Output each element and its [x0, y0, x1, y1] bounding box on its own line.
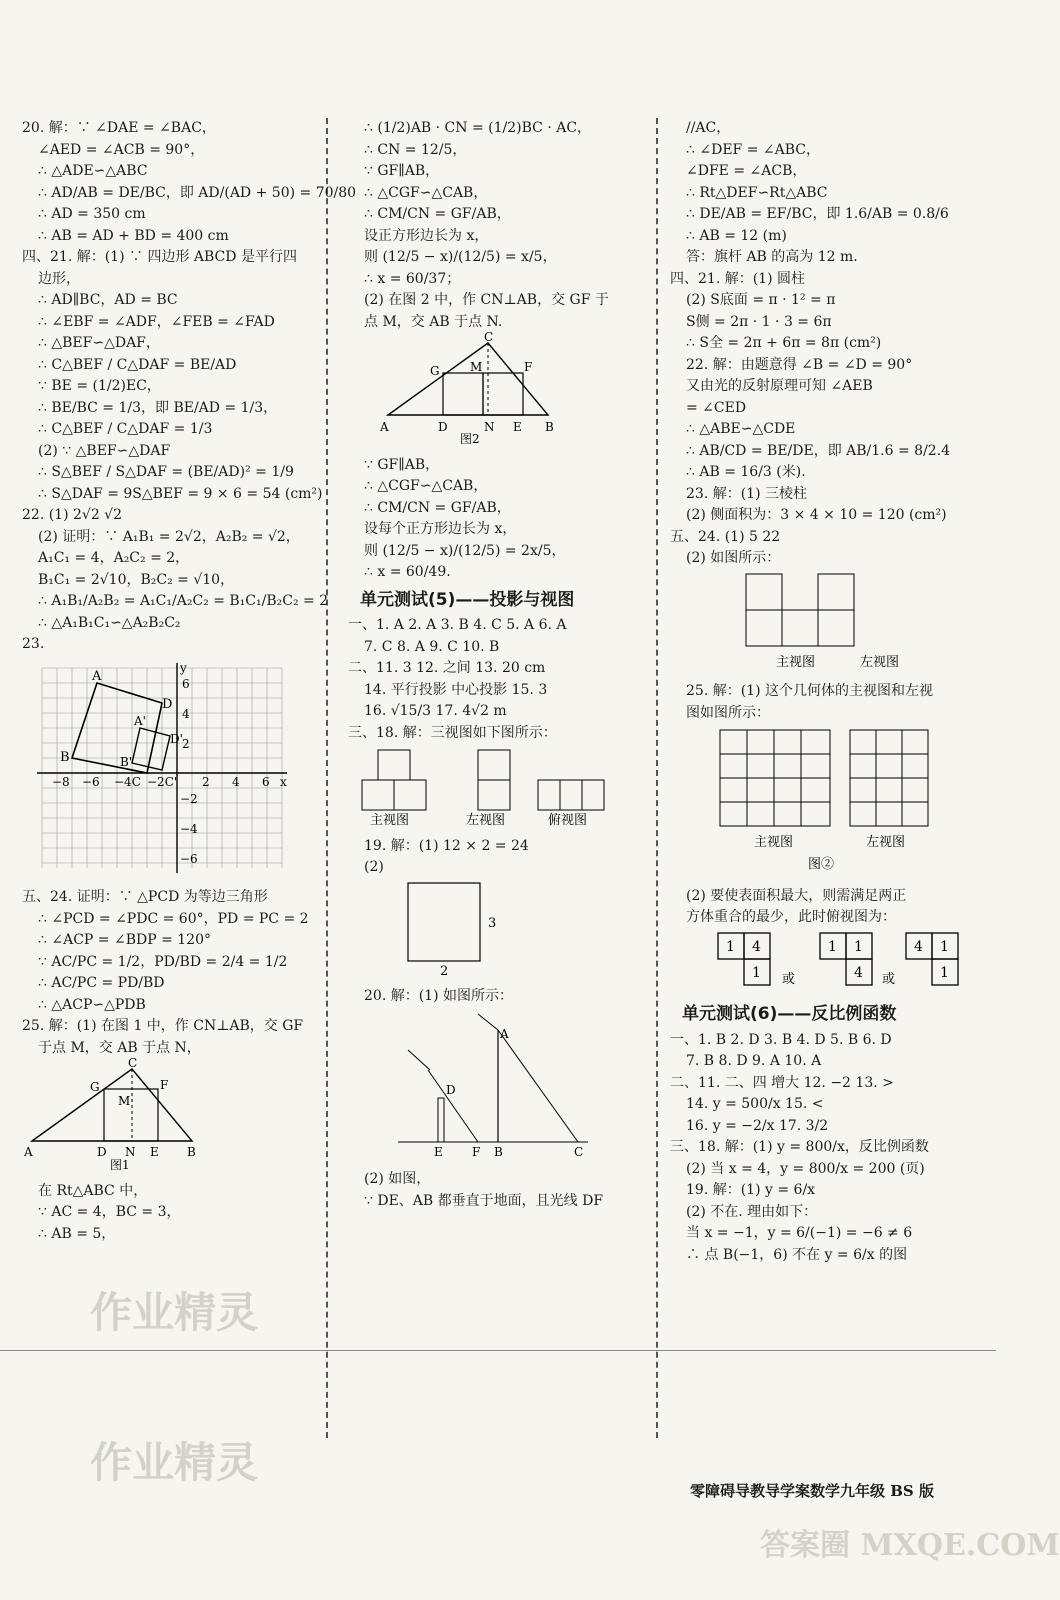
page-footer: 零障碍导教导学案数学九年级 BS 版: [690, 1482, 934, 1500]
watermark-3: 答案圈 MXQE.COM: [760, 1528, 1060, 1563]
watermark-1: 作业精灵: [90, 1288, 259, 1337]
answer-25-part2: (2) 要使表面积最大，则需满足两正 方体重合的最少，此时俯视图为：: [686, 887, 907, 925]
svg-text:A: A: [500, 1026, 509, 1041]
figure-2-caption: 图2: [460, 432, 480, 446]
coordinate-grid-figure: [22, 658, 322, 886]
svg-text:4: 4: [182, 706, 190, 721]
svg-text:y: y: [180, 660, 187, 675]
svg-text:6: 6: [262, 774, 270, 789]
svg-text:−6: −6: [180, 851, 198, 866]
page-rule: [0, 1350, 996, 1351]
svg-text:A: A: [380, 420, 389, 434]
svg-text:6: 6: [182, 676, 190, 691]
unit-5-heading: 单元测试(5)——投影与视图: [360, 589, 575, 610]
svg-text:3: 3: [488, 915, 497, 931]
svg-text:1: 1: [940, 938, 949, 955]
svg-text:或: 或: [782, 971, 796, 987]
svg-text:A: A: [92, 668, 102, 684]
svg-text:2: 2: [202, 774, 210, 789]
views-figure-25: [670, 726, 980, 884]
svg-text:4: 4: [854, 964, 863, 981]
svg-text:M: M: [118, 1094, 131, 1108]
column-2: [348, 118, 648, 1212]
svg-text:−2C': −2C': [147, 774, 178, 789]
answer-20-end: //AC， ∴ ∠DEF = ∠ABC， ∠DFE = ∠ACB， ∴ Rt△DEF∽Rt△ABC ∴ DE/AB = EF/BC，即 1.6/AB = 0.8/6 ∴ AB = 12 (m) 答：旗杆 AB 的高为 12 m.: [686, 120, 949, 265]
answer-22: 22. (1) 2√2 √2 (2) 证明：∵ A₁B₁ = 2√2，A₂B₂ = √2， A₁C₁ = 4，A₂C₂ = 2， B₁C₁ = 2√10，B₂C₂ = √10， ∴ A₁B₁/A₂B₂ = A₁C₁/A₂C₂ = B₁C₁/B₂C₂ = 2 ∴ △A₁B₁C₁∽△A₂B₂C₂: [22, 507, 329, 631]
svg-text:4: 4: [752, 938, 761, 955]
svg-text:D': D': [170, 731, 183, 746]
answer-20: 20. 解：∵ ∠DAE = ∠BAC， ∠AED = ∠ACB = 90°， ∴ △ADE∽△ABC ∴ AD/AB = DE/BC，即 AD/(AD + 50) = 70/80 ∴ AD = 350 cm ∴ AB = AD + BD = 400 cm: [22, 120, 357, 244]
column-separator-2: [656, 118, 658, 1438]
svg-text:B: B: [187, 1145, 196, 1159]
view-label-top: 俯视图: [548, 813, 588, 828]
svg-text:C: C: [574, 1144, 584, 1159]
svg-text:G: G: [90, 1080, 100, 1094]
column-3: [670, 118, 980, 1266]
three-views-figure: [348, 746, 648, 834]
svg-text:−8: −8: [52, 774, 70, 789]
unit-5-answers: 一、1. A 2. A 3. B 4. C 5. A 6. A 7. C 8. A 9. C 10. B 二、11. 3 12. 之间 13. 20 cm 14. 平行投影 中心投影 15. 3 16. √15/3 17. 4√2 m 三、18. 解：三视图如下图所示：: [348, 617, 567, 741]
answer-19: 19. 解：(1) 12 × 2 = 24 (2): [364, 837, 529, 875]
watermark-2: 作业精灵: [90, 1438, 259, 1487]
shadow-figure: [348, 1010, 648, 1168]
svg-text:D: D: [97, 1145, 107, 1159]
svg-text:−6: −6: [82, 774, 100, 789]
answer-20-part2: (2) 如图， ∵ DE、AB 都垂直于地面，且光线 DF: [364, 1171, 604, 1209]
figure-1-triangle: [22, 1056, 322, 1179]
answer-24: 五、24. (1) 5 22 (2) 如图所示：: [670, 528, 781, 566]
svg-text:B: B: [545, 420, 554, 434]
svg-text:1: 1: [752, 964, 761, 981]
figure-2-triangle: [348, 330, 648, 453]
answer-25: 25. 解：(1) 这个几何体的主视图和左视 图如图所示：: [686, 683, 933, 721]
svg-text:D: D: [446, 1082, 456, 1097]
answer-24: 五、24. 证明：∵ △PCD 为等边三角形 ∴ ∠PCD = ∠PDC = 60°，PD = PC = 2 ∴ ∠ACP = ∠BDP = 120° ∵ AC/PC = 1/2，PD/BD = 2/4 = 1/2 ∴ AC/PC = PD/BD ∴ △ACP∽△PDB: [22, 889, 309, 1013]
answer-25: 25. 解：(1) 在图 1 中，作 CN⊥AB，交 GF 于点 M，交 AB 于点 N，: [22, 1018, 304, 1056]
svg-text:−2: −2: [180, 791, 198, 806]
svg-text:B': B': [120, 754, 133, 769]
svg-text:4: 4: [232, 774, 240, 789]
svg-text:D: D: [162, 696, 173, 712]
svg-text:B: B: [494, 1144, 503, 1159]
column-separator-1: [326, 118, 328, 1438]
svg-text:4: 4: [914, 938, 923, 955]
svg-text:N: N: [125, 1145, 136, 1159]
svg-text:D: D: [438, 420, 448, 434]
svg-text:E: E: [150, 1145, 159, 1159]
svg-text:N: N: [484, 420, 495, 434]
figure-caption-2: 图②: [808, 857, 835, 872]
svg-text:F: F: [472, 1144, 481, 1159]
svg-text:M: M: [470, 360, 483, 374]
answer-22: 22. 解：由题意得 ∠B = ∠D = 90° 又由光的反射原理可知 ∠AEB = ∠CED ∴ △ABE∽△CDE ∴ AB/CD = BE/DE，即 AB/1.6 = 8/2.4 ∴ AB = 16/3 (米).: [686, 356, 951, 480]
svg-text:1: 1: [726, 938, 735, 955]
svg-text:C: C: [128, 1056, 138, 1070]
svg-text:−4: −4: [180, 821, 198, 836]
view-label-front-25: 主视图: [754, 835, 794, 850]
figure-1-caption: 图1: [110, 1158, 130, 1172]
rectangle-figure: [348, 881, 648, 985]
unit-6-heading: 单元测试(6)——反比例函数: [682, 1004, 897, 1024]
svg-text:2: 2: [440, 963, 449, 979]
answer-25-continued: 在 Rt△ABC 中， ∵ AC = 4，BC = 3， ∴ AB = 5，: [38, 1182, 181, 1242]
svg-text:1: 1: [940, 964, 949, 981]
column-1: [22, 118, 357, 1245]
svg-text:B: B: [60, 749, 70, 765]
svg-text:1: 1: [828, 938, 837, 955]
svg-text:F: F: [160, 1078, 169, 1092]
answer-21: 四、21. 解：(1) 圆柱 (2) S底面 = π · 1² = π S侧 = 2π · 1 · 3 = 6π ∴ S全 = 2π + 6π = 8π (cm²): [670, 270, 882, 351]
unit-6-answers: 一、1. B 2. D 3. B 4. D 5. B 6. D 7. B 8. D 9. A 10. A 二、11. 二、四 增大 12. −2 13. > 14. y = 500/x 15. < 16. y = −2/x 17. 3/2 三、18. 解：(1) y = 800/x，反比例函数 (2) 当 x = 4，y = 800/x = 200 (页) 19. 解：(1) y = 6/x (2) 不在. 理由如下： 当 x = −1，y = 6/(−1) = −6 ≠ 6 ∴ 点 B(−1，6) 不在 y = 6/x 的图: [670, 1031, 929, 1263]
answer-23-label: 23.: [22, 636, 45, 652]
svg-text:1: 1: [854, 938, 863, 955]
view-label-side-24: 左视图: [860, 654, 900, 670]
view-label-front: 主视图: [370, 813, 410, 828]
top-view-grids: [670, 931, 980, 999]
view-label-side-25: 左视图: [866, 835, 906, 850]
svg-text:A': A': [134, 713, 146, 728]
answer-21: 四、21. 解：(1) ∵ 四边形 ABCD 是平行四 边形， ∴ AD∥BC，AD = BC ∴ ∠EBF = ∠ADF，∠FEB = ∠FAD ∴ △BEF∽△DAF， ∴ C△BEF / C△DAF = BE/AD ∵ BE = (1/2)EC， ∴ BE/BC = 1/3，即 BE/AD = 1/3， ∴ C△BEF / C△DAF = 1/3 (2) ∵ △BEF∽△DAF ∴ S△BEF / S△DAF = (BE/AD)² = 1/9 ∴ S△DAF = 9S△BEF = 9 × 6 = 54 (cm²): [22, 249, 323, 502]
answer-25-part2: ∵ GF∥AB， ∴ △CGF∽△CAB， ∴ CM/CN = GF/AB， 设每个正方形边长为 x， 则 (12/5 − x)/(12/5) = 2x/5， ∴ x = 60/49.: [364, 456, 566, 580]
svg-text:G: G: [430, 364, 440, 378]
answer-25-part1-end: ∴ (1/2)AB · CN = (1/2)BC · AC， ∴ CN = 12/5， ∵ GF∥AB， ∴ △CGF∽△CAB， ∴ CM/CN = GF/AB， 设正方形边长为 x， 则 (12/5 − x)/(12/5) = x/5， ∴ x = 60/37； (2) 在图 2 中，作 CN⊥AB，交 GF 于 点 M，交 AB 于点 N.: [364, 120, 609, 330]
svg-text:C: C: [484, 330, 494, 344]
svg-text:或: 或: [882, 971, 896, 987]
answer-20-label: 20. 解：(1) 如图所示：: [364, 988, 513, 1004]
view-label-side: 左视图: [466, 813, 506, 828]
svg-text:−4C: −4C: [114, 774, 141, 789]
answer-23: 23. 解：(1) 三棱柱 (2) 侧面积为：3 × 4 × 10 = 120 (cm²): [686, 485, 947, 523]
svg-text:F: F: [524, 360, 533, 374]
view-label-front-24: 主视图: [776, 654, 816, 670]
svg-text:2: 2: [182, 736, 190, 751]
svg-text:x: x: [280, 774, 287, 789]
svg-text:A: A: [24, 1145, 33, 1159]
svg-text:E: E: [513, 420, 522, 434]
views-figure-24: [670, 572, 980, 680]
svg-text:E: E: [434, 1144, 443, 1159]
